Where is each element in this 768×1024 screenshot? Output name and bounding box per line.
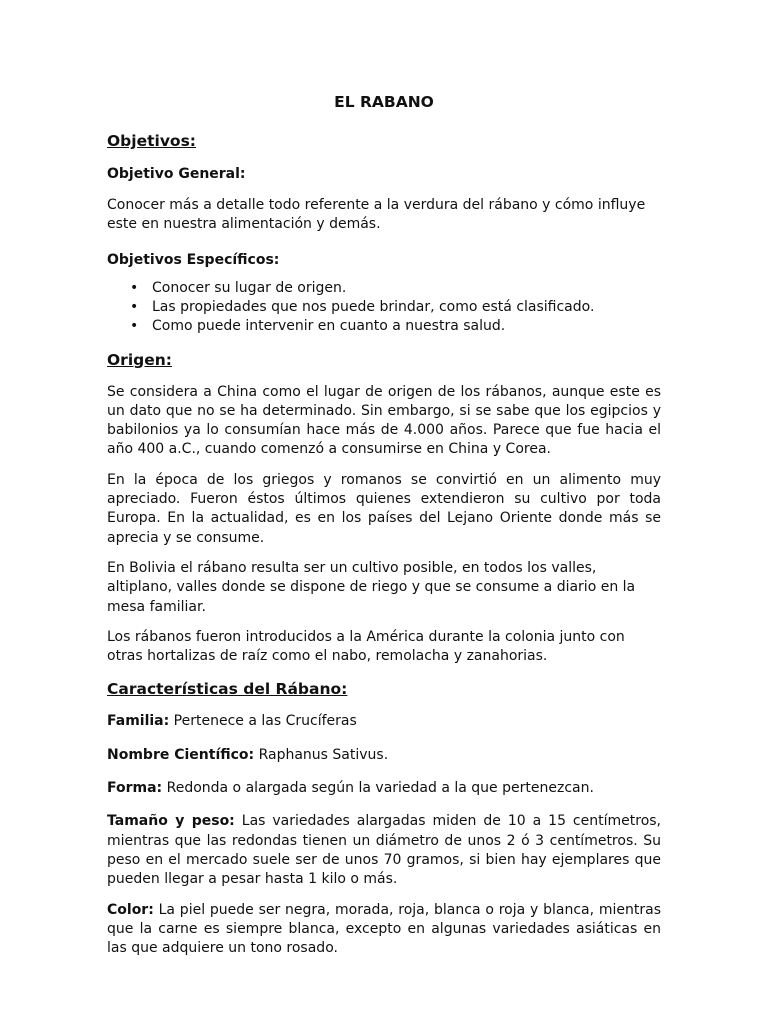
caracteristica-nombre-cientifico xyxy=(107,746,661,765)
list-item-text: Conocer su lugar de origen. xyxy=(152,279,347,296)
caracteristica-value: Pertenece a las Crucíferas xyxy=(169,713,357,730)
origen-paragraph: En la época de los griegos y romanos se convirtió en un alimento muy apreciado. Fueron éstos últimos quienes extendieron su cultivo por toda Europa. En la actualidad, es en los países del Lejano Oriente donde más se aprecia y se consume. xyxy=(107,471,661,546)
origen-heading: Origen: xyxy=(107,350,172,369)
objetivos-heading: Objetivos: xyxy=(107,132,196,150)
caracteristica-forma xyxy=(107,779,661,798)
caracteristica-color xyxy=(107,901,661,959)
origen-paragraph: En Bolivia el rábano resulta ser un cultivo posible, en todos los valles, altiplano, valles donde se dispone de riego y que se consume a diario en la mesa familiar. xyxy=(107,559,636,615)
caracteristica-value: Raphanus Sativus. xyxy=(254,746,389,763)
list-item xyxy=(130,279,661,298)
document-body xyxy=(107,92,661,969)
caracteristica-label: Tamaño y peso: xyxy=(107,813,235,830)
bullet-icon: • xyxy=(130,298,139,315)
list-item-text: Como puede intervenir en cuanto a nuestra salud. xyxy=(152,317,506,334)
objetivos-especificos-heading: Objetivos Específicos: xyxy=(107,251,280,268)
bullet-icon: • xyxy=(130,317,139,334)
caracteristica-label: Nombre Científico: xyxy=(107,746,255,763)
bullet-icon: • xyxy=(130,279,139,296)
document-title: EL RABANO xyxy=(334,93,434,111)
list-item-text: Las propiedades que nos puede brindar, como está clasificado. xyxy=(152,298,595,315)
caracteristica-value: Las variedades alargadas miden de 10 a 15 centímetros, mientras que las redondas tienen un diámetro de unos 2 ó 3 centímetros. Su peso en el mercado suele ser de unos 70 gramos, si bien hay ejemplares que pueden llegar a pesar hasta 1 kilo o más. xyxy=(107,813,661,888)
list-item xyxy=(130,298,661,317)
objetivo-general-heading: Objetivo General: xyxy=(107,166,246,182)
origen-paragraph: Los rábanos fueron introducidos a la América durante la colonia junto con otras hortalizas de raíz como el nabo, remolacha y zanahorias. xyxy=(107,628,625,665)
caracteristica-value: La piel puede ser negra, morada, roja, blanca o roja y blanca, mientras que la carne es siempre blanca, excepto en algunas variedades asiáticas en las que adquiere un tono rosado. xyxy=(107,901,661,957)
caracteristica-label: Familia: xyxy=(107,713,170,730)
objetivos-especificos-list xyxy=(107,279,661,336)
origen-paragraph: Se considera a China como el lugar de origen de los rábanos, aunque este es un dato que no se ha determinado. Sin embargo, si se sabe que los egipcios y babilonios ya lo consumían hace más de 4.000 años. Parece que fue hacia el año 400 a.C., cuando comenzó a consumirse en China y Corea. xyxy=(107,383,661,458)
list-item xyxy=(130,317,661,336)
objetivo-general-text: Conocer más a detalle todo referente a la verdura del rábano y cómo influye este en nuestra alimentación y demás. xyxy=(107,197,646,233)
caracteristica-familia xyxy=(107,712,661,731)
caracteristicas-heading: Características del Rábano: xyxy=(107,680,348,699)
caracteristica-value: Redonda o alargada según la variedad a la que pertenezcan. xyxy=(162,780,594,797)
caracteristica-tamano-peso xyxy=(107,812,661,889)
caracteristica-label: Color: xyxy=(107,901,154,918)
caracteristica-label: Forma: xyxy=(107,780,163,797)
